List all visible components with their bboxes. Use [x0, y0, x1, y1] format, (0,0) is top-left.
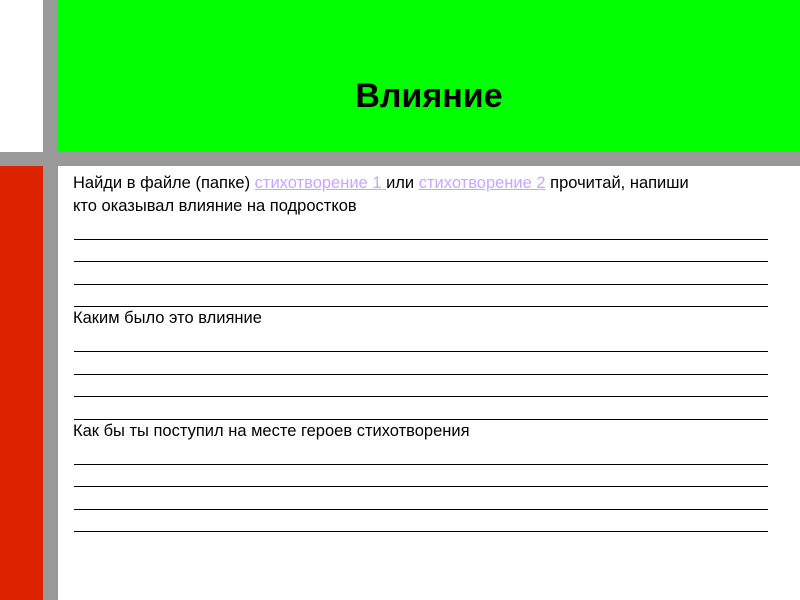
poem-2-link[interactable]: стихотворение 2: [418, 174, 546, 192]
answer-line[interactable]: [74, 397, 768, 420]
question-3: Как бы ты поступил на месте героев стихотворения: [73, 421, 470, 440]
question-2: Каким было это влияние: [73, 309, 262, 327]
red-side-bar: [0, 166, 43, 600]
poem-1-link[interactable]: стихотворение 1: [254, 174, 387, 192]
answer-line[interactable]: [74, 330, 768, 353]
answer-line[interactable]: [74, 262, 768, 285]
instruction-part-3: прочитай, напиши: [545, 174, 689, 192]
answer-line[interactable]: [74, 375, 768, 398]
slide-title: Влияние: [355, 76, 503, 115]
answer-line[interactable]: [74, 240, 768, 263]
instruction-text: [73, 172, 773, 195]
question-1: кто оказывал влияние на подростков: [73, 196, 357, 215]
answer-line[interactable]: [74, 285, 768, 308]
vertical-gray-bar: [43, 0, 58, 600]
worksheet: [73, 172, 773, 532]
answer-line[interactable]: [74, 352, 768, 375]
answer-line[interactable]: [74, 465, 768, 488]
instruction-part-2: или: [386, 174, 419, 192]
answer-line[interactable]: [74, 510, 768, 533]
answer-line[interactable]: [74, 442, 768, 465]
instruction-part-1: Найди в файле (папке): [73, 174, 255, 192]
answer-line[interactable]: [74, 217, 768, 240]
answer-line[interactable]: [74, 487, 768, 510]
